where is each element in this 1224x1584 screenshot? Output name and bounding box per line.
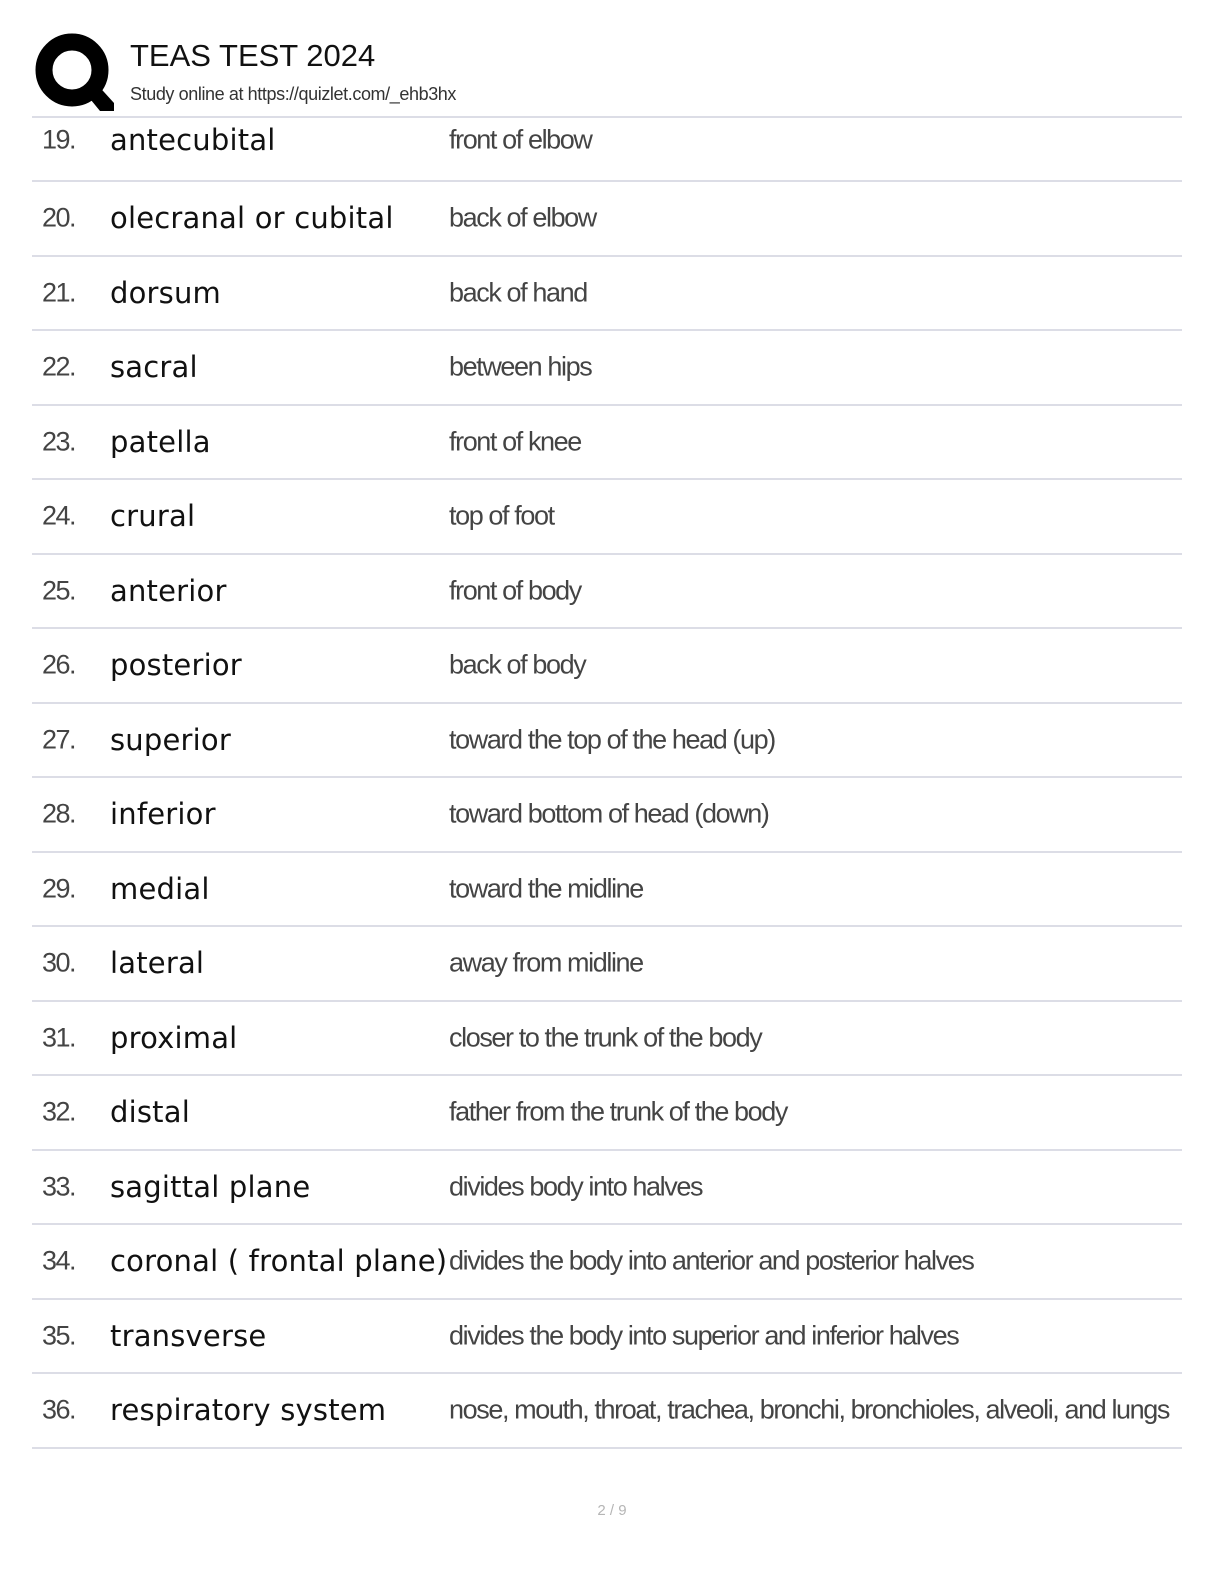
list-item: [32, 1151, 1182, 1226]
flashcard-list: [32, 102, 1182, 1449]
item-term: sacral: [110, 350, 198, 385]
list-item: [32, 1300, 1182, 1375]
item-definition: closer to the trunk of the body: [449, 1022, 762, 1053]
list-item: [32, 778, 1182, 853]
item-definition: front of body: [449, 575, 581, 606]
item-term: antecubital: [110, 123, 276, 157]
list-item: [32, 257, 1182, 332]
list-item: [32, 406, 1182, 481]
list-item: [32, 927, 1182, 1002]
item-definition: divides body into halves: [449, 1171, 703, 1202]
item-number: 25.: [42, 575, 76, 606]
item-term: coronal ( frontal plane): [110, 1244, 448, 1279]
item-term: superior: [110, 722, 231, 757]
item-number: 26.: [42, 649, 76, 680]
list-item: [32, 182, 1182, 257]
item-definition: front of elbow: [449, 124, 592, 155]
item-number: 36.: [42, 1394, 76, 1425]
item-definition: divides the body into superior and inferior halves: [449, 1320, 959, 1351]
item-definition: between hips: [449, 351, 592, 382]
page-number: 2 / 9: [597, 1502, 627, 1519]
item-number: 32.: [42, 1096, 76, 1127]
item-term: olecranal or cubital: [110, 201, 394, 236]
item-term: lateral: [110, 946, 205, 981]
item-definition: toward bottom of head (down): [449, 798, 769, 829]
list-item: [32, 102, 1182, 182]
item-number: 27.: [42, 724, 76, 755]
item-term: proximal: [110, 1020, 238, 1055]
item-term: sagittal plane: [110, 1169, 311, 1204]
item-term: transverse: [110, 1318, 267, 1353]
item-number: 19.: [42, 124, 76, 155]
item-definition: top of foot: [449, 500, 554, 531]
list-item: [32, 1076, 1182, 1151]
item-definition: divides the body into anterior and posterior halves: [449, 1245, 974, 1276]
quizlet-logo-icon: [34, 33, 114, 113]
item-number: 28.: [42, 798, 76, 829]
item-definition: back of elbow: [449, 202, 596, 233]
item-term: inferior: [110, 797, 216, 832]
item-term: patella: [110, 424, 211, 459]
item-number: 33.: [42, 1171, 76, 1202]
item-number: 35.: [42, 1320, 76, 1351]
item-number: 29.: [42, 873, 76, 904]
item-number: 20.: [42, 202, 76, 233]
list-item: [32, 555, 1182, 630]
list-item: [32, 1374, 1182, 1449]
item-definition: toward the top of the head (up): [449, 724, 775, 755]
item-term: posterior: [110, 648, 242, 683]
item-number: 30.: [42, 947, 76, 978]
item-term: crural: [110, 499, 196, 534]
list-item: [32, 629, 1182, 704]
page-title: TEAS TEST 2024: [130, 38, 376, 73]
item-number: 24.: [42, 500, 76, 531]
item-definition: father from the trunk of the body: [449, 1096, 788, 1127]
study-link[interactable]: Study online at https://quizlet.com/_ehb3hx: [130, 84, 457, 104]
item-number: 21.: [42, 277, 76, 308]
list-item: [32, 331, 1182, 406]
item-number: 23.: [42, 426, 76, 457]
list-item: [32, 1002, 1182, 1077]
item-definition: back of body: [449, 649, 586, 680]
item-number: 34.: [42, 1245, 76, 1276]
item-definition: away from midline: [449, 947, 643, 978]
item-definition: front of knee: [449, 426, 581, 457]
item-term: dorsum: [110, 275, 222, 310]
item-definition: nose, mouth, throat, trachea, bronchi, bronchioles, alveoli, and lungs: [449, 1394, 1169, 1425]
item-term: anterior: [110, 573, 227, 608]
list-item: [32, 1225, 1182, 1300]
list-item: [32, 853, 1182, 928]
item-definition: toward the midline: [449, 873, 643, 904]
list-item: [32, 480, 1182, 555]
item-term: medial: [110, 871, 210, 906]
page-header: [32, 30, 1182, 112]
item-term: respiratory system: [110, 1393, 387, 1428]
item-term: distal: [110, 1095, 190, 1130]
list-item: [32, 704, 1182, 779]
item-number: 22.: [42, 351, 76, 382]
item-number: 31.: [42, 1022, 76, 1053]
item-definition: back of hand: [449, 277, 587, 308]
